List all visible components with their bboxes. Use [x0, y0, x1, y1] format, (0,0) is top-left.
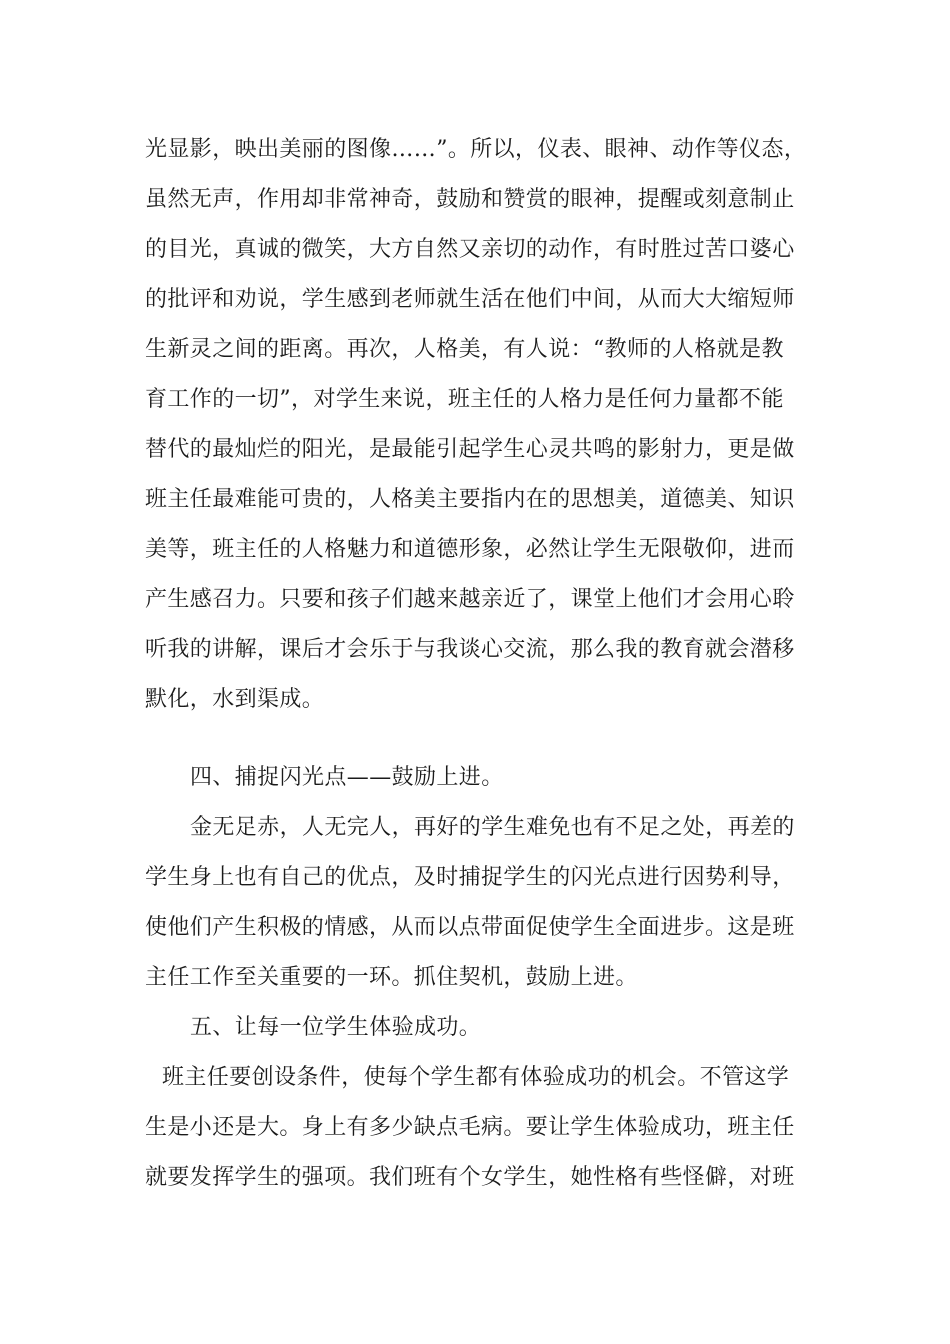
paragraph-1-line-2: 虽然无声，作用却非常神奇，鼓励和赞赏的眼神，提醒或刻意制止	[145, 187, 795, 212]
paragraph-3-line-1: 班主任要创设条件，使每个学生都有体验成功的机会。不管这学	[162, 1065, 790, 1090]
paragraph-1-line-12: 默化，水到渠成。	[145, 687, 325, 712]
paragraph-3-line-3: 就要发挥学生的强项。我们班有个女学生，她性格有些怪僻，对班	[145, 1165, 795, 1190]
paragraph-2-line-2: 学生身上也有自己的优点，及时捕捉学生的闪光点进行因势利导，	[145, 865, 795, 890]
paragraph-1-line-9: 美等，班主任的人格魅力和道德形象，必然让学生无限敬仰，进而	[145, 537, 795, 562]
paragraph-1-line-5: 生新灵之间的距离。再次，人格美，有人说：“教师的人格就是教	[145, 337, 784, 362]
paragraph-2-line-3: 使他们产生积极的情感，从而以点带面促使学生全面进步。这是班	[145, 915, 795, 940]
paragraph-2-line-4: 主任工作至关重要的一环。抓住契机，鼓励上进。	[145, 965, 638, 990]
paragraph-1-line-8: 班主任最难能可贵的，人格美主要指内在的思想美，道德美、知识	[145, 487, 795, 512]
paragraph-2-line-1: 金无足赤，人无完人，再好的学生难免也有不足之处，再差的	[190, 815, 795, 840]
section-heading-5: 五、让每一位学生体验成功。	[190, 1015, 482, 1040]
paragraph-1-line-11: 听我的讲解，课后才会乐于与我谈心交流，那么我的教育就会潜移	[145, 637, 795, 662]
paragraph-1-line-1: 光显影，映出美丽的图像……”。所以，仪表、眼神、动作等仪态，	[145, 137, 807, 162]
paragraph-1-line-7: 替代的最灿烂的阳光，是最能引起学生心灵共鸣的影射力，更是做	[145, 437, 795, 462]
section-heading-4: 四、捕捉闪光点——鼓励上进。	[190, 765, 504, 790]
paragraph-3-line-2: 生是小还是大。身上有多少缺点毛病。要让学生体验成功，班主任	[145, 1115, 795, 1140]
paragraph-1-line-6: 育工作的一切”，对学生来说，班主任的人格力是任何力量都不能	[145, 387, 784, 412]
paragraph-1-line-4: 的批评和劝说，学生感到老师就生活在他们中间，从而大大缩短师	[145, 287, 795, 312]
paragraph-1-line-3: 的目光，真诚的微笑，大方自然又亲切的动作，有时胜过苦口婆心	[145, 237, 795, 262]
paragraph-1-line-10: 产生感召力。只要和孩子们越来越亲近了，课堂上他们才会用心聆	[145, 587, 795, 612]
